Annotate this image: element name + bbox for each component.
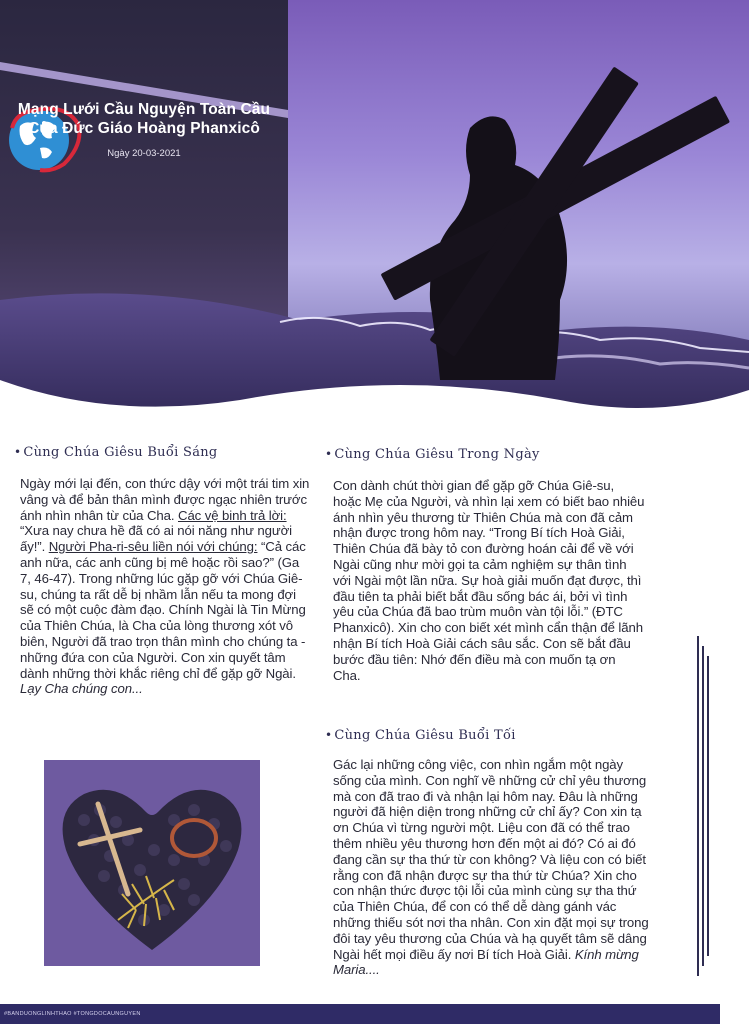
pharisees-quote: “Cả các anh nữa, các anh cũng bị mê hoặc rồi sao?” xyxy=(20,539,306,570)
evening-section-title: • Cùng Chúa Giêsu Buổi Tối xyxy=(325,728,516,743)
morning-section-text xyxy=(20,476,312,697)
pharisees-label: Người Pha-ri-sêu liền nói với chúng: xyxy=(48,539,258,555)
morning-closing-prayer: Lạy Cha chúng con... xyxy=(20,681,143,697)
stone-heart-cross-photo xyxy=(44,760,260,966)
crucifix-sunset-illustration xyxy=(0,0,749,440)
bullet-dot: • xyxy=(325,447,333,461)
morning-section-title: • Cùng Chúa Giêsu Buổi Sáng xyxy=(14,445,218,460)
header-brand xyxy=(0,100,288,159)
morning-intro: Ngày mới lại đến, con thức dậy với một trái tim xin vâng và để bản thân mình được ngạc nhiên trước ánh nhìn nhân từ của Cha. xyxy=(20,476,310,523)
evening-section-text xyxy=(333,757,653,978)
guards-answer-label: Các vệ binh trả lời: xyxy=(178,507,287,523)
morning-reflection: (Ga 7, 46-47). Trong những lúc gặp gỡ với Chúa Giê-su, chúng ta rất dễ bị nhầm lẫn nếu ta mong đợi sẽ có một cuộc đàm đạo. Chính Ngài là Tin Mừng của Thiên Chúa, là Cha của lòng thương xót vô biên, Người đã trao trọn thân mình cho chúng ta - những đứa con của Người. Con xin quyết tâm dành những thời khắc riêng chỉ để gặp gỡ Ngài. xyxy=(20,554,306,681)
day-reflection: Con dành chút thời gian để gặp gỡ Chúa Giê-su, hoặc Mẹ của Người, và nhìn lại xem có biết bao nhiêu ánh nhìn yêu thương từ Thiên Chúa mà con đã cảm nhận được trong hôm nay. “Trong Bí tích Hoà Giải, Thiên Chúa đã bày tỏ con đường hoán cải để về với Ngài cũng như mời gọi ta cảm nghiệm sự thân tình với Ngài một lần nữa. Sự hoà giải muốn đạt được, thì đầu tiên ta phải biết bắt đầu sống bác ái, bởi vì tình yêu của Chúa đã bao trùm muôn vàn tội lỗi.” (ĐTC Phanxicô). Xin cho con biết xét mình cẩn thận để lãnh nhận Bí tích Hoà Giải cách sâu sắc. Con sẽ bắt đầu bước đầu tiên: Nhớ đến điều mà con muốn tạ ơn Cha. xyxy=(333,478,645,683)
footer-hashtags: #BANDUONGLINHTHAO #TONGDOCAUNGUYEN xyxy=(4,1011,141,1017)
guards-quote: “Xưa nay chưa hề đã có ai nói năng như người ấy!”. xyxy=(20,523,292,555)
evening-reflection: Gác lại những công việc, con nhìn ngắm một ngày sống của mình. Con nghĩ về những cử chỉ yêu thương mà con đã trao đi và nhận lại hôm nay. Đâu là những người đã hiện diện trong những cử chỉ ấy? Con xin tạ ơn Chúa vì từng người một. Liệu con đã có thể trao thêm nhiều yêu thương hơn đến một ai đó? Có ai đó đang cần sự tha thứ từ con không? Và liệu con có biết rằng con đã nhận được sự tha thứ từ Chúa? Xin cho con nhận thức được tội lỗi của mình cùng sự tha thứ của Thiên Chúa, để con có thể dễ dàng gánh vác những thiếu sót nơi tha nhân. Con xin đặt mọi sự trong đôi tay yêu thương của Chúa và hạ quyết tâm sẽ dâng Ngài hết mọi điều ấy nơi Bí tích Hoà Giải. xyxy=(333,757,649,962)
bullet-dot: • xyxy=(14,445,22,459)
decorative-vertical-bars xyxy=(697,636,711,976)
hero-image xyxy=(0,0,749,440)
publish-date: Ngày 20-03-2021 xyxy=(107,148,181,159)
evening-closing-prayer: Kính mừng Maria.... xyxy=(333,946,639,978)
brand-title-line1: Mạng Lưới Cầu Nguyện Toàn Cầu xyxy=(17,101,271,118)
brand-title-line2: Của Đức Giáo Hoàng Phanxicô xyxy=(28,120,260,137)
day-section-text xyxy=(333,478,645,683)
day-section-title: • Cùng Chúa Giêsu Trong Ngày xyxy=(325,447,540,462)
bullet-dot: • xyxy=(325,728,333,742)
